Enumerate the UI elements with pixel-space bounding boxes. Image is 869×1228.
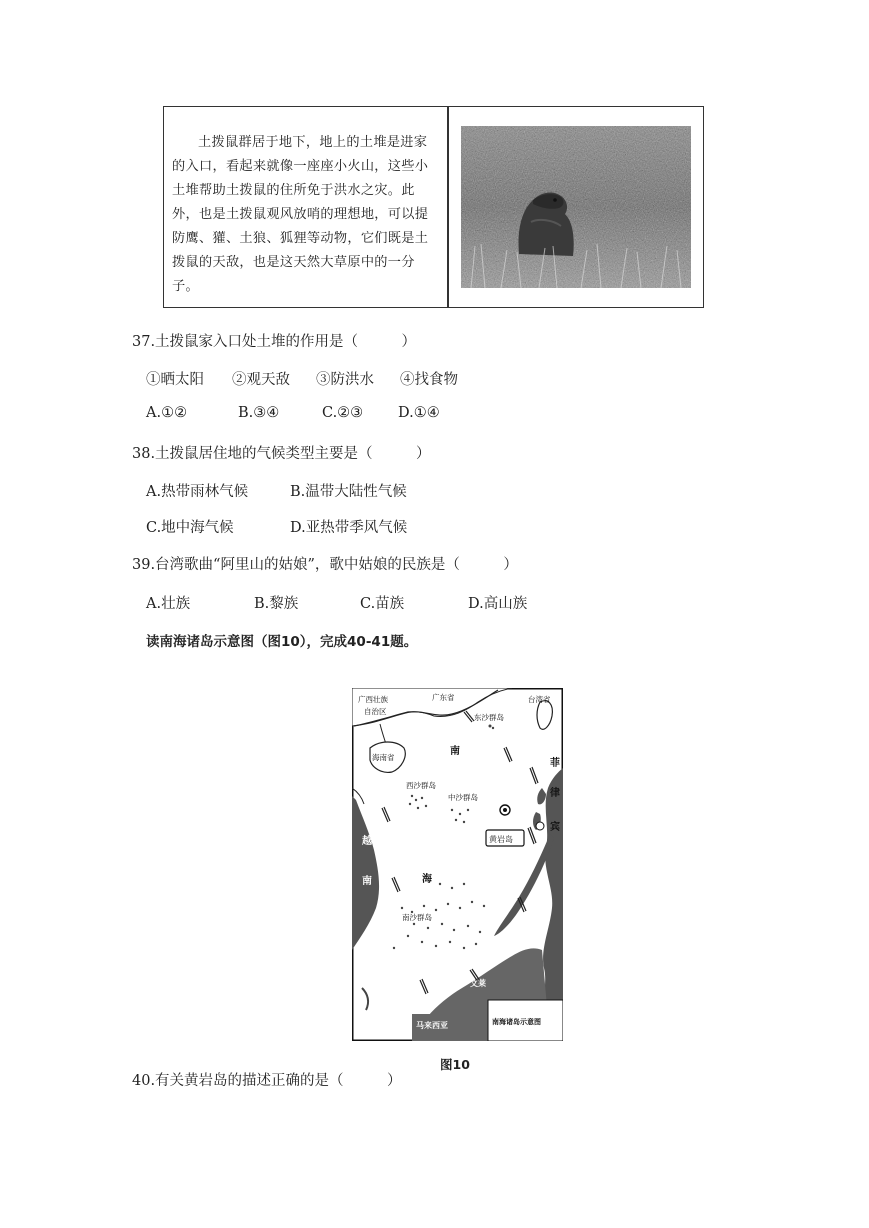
q38-option-d: D.亚热带季风气候	[290, 520, 408, 536]
passage-line: 土拨鼠群居于地下，地上的土堆是进家	[198, 135, 428, 150]
question-38-stem: 38.土拨鼠居住地的气候类型主要是（ ）	[132, 446, 431, 462]
passage-divider	[447, 106, 449, 308]
q37-option-a: A.①②	[146, 405, 188, 421]
map-label-xisha: 西沙群岛	[406, 781, 436, 790]
passage-line: 的入口，看起来就像一座座小火山，这些小	[172, 159, 429, 174]
q37-option-d: D.①④	[398, 405, 440, 421]
map-label-yue: 越	[362, 836, 372, 847]
figure-caption: 图10	[440, 1057, 470, 1072]
map-label-fei: 菲	[550, 758, 560, 769]
map-label-guangxi: 广西壮族	[358, 695, 388, 704]
q39-option-c: C.苗族	[360, 596, 405, 612]
question-37-stem: 37.土拨鼠家入口处土堆的作用是（ ）	[132, 334, 417, 350]
question-39-stem: 39.台湾歌曲“阿里山的姑娘”，歌中姑娘的民族是（ ）	[132, 557, 518, 573]
passage-line: 子。	[172, 279, 199, 294]
passage-line: 拨鼠的天敌，也是这天然大草原中的一分	[172, 255, 415, 270]
q37-item: ③防洪水	[316, 372, 374, 388]
map-label-bin: 宾	[550, 822, 560, 833]
passage-text	[172, 131, 438, 299]
map-label-hainan: 海南省	[372, 753, 395, 762]
q37-option-c: C.②③	[322, 405, 364, 421]
map-label-nan: 南	[450, 746, 460, 757]
q39-option-a: A.壮族	[146, 596, 191, 612]
q38-option-c: C.地中海气候	[146, 520, 234, 536]
map-label-taiwan: 台湾省	[528, 695, 551, 704]
map-label-zhongsha: 中沙群岛	[448, 793, 478, 802]
q37-item: ②观天敌	[232, 372, 290, 388]
map-label-dongsha: 东沙群岛	[474, 713, 504, 722]
passage-line: 防鹰、獾、土狼、狐狸等动物，它们既是土	[172, 231, 429, 246]
section-instruction: 读南海诸岛示意图（图10），完成40-41题。	[146, 634, 418, 650]
map-label-malaixiya: 马来西亚	[416, 1021, 448, 1030]
map-legend-title: 南海诸岛示意图	[492, 1018, 541, 1026]
q37-item: ④找食物	[400, 372, 458, 388]
map-label-lv: 律	[550, 788, 560, 799]
q39-option-d: D.高山族	[468, 596, 528, 612]
q37-item: ①晒太阳	[146, 372, 204, 388]
map-label-wenlai: 文莱	[470, 979, 486, 988]
q37-option-b: B.③④	[238, 405, 280, 421]
marmot-photo	[461, 126, 691, 288]
passage-line: 土堆帮助土拨鼠的住所免于洪水之灾。此	[172, 183, 415, 198]
map-label-nan2: 南	[362, 876, 372, 887]
map-label-hai: 海	[422, 874, 432, 885]
south-china-sea-map	[352, 688, 563, 1041]
question-40-stem: 40.有关黄岩岛的描述正确的是（ ）	[132, 1073, 402, 1089]
q38-option-a: A.热带雨林气候	[146, 484, 249, 500]
q39-option-b: B.黎族	[254, 596, 299, 612]
map-label-guangdong: 广东省	[432, 693, 455, 702]
map-label-nansha: 南沙群岛	[402, 913, 432, 922]
passage-line: 外，也是土拨鼠观风放哨的理想地，可以提	[172, 207, 429, 222]
map-label-guangxi: 自治区	[364, 707, 387, 716]
q38-option-b: B.温带大陆性气候	[290, 484, 407, 500]
map-label-huangyan: 黄岩岛	[489, 835, 513, 844]
